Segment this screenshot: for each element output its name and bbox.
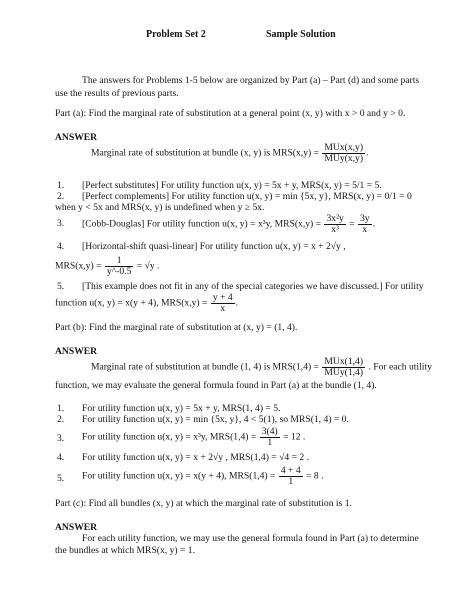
part-b-line-1 <box>91 357 432 378</box>
part-a-item-4-text: [Horizontal-shift quasi-linear] For utility function u(x, y) = x + 2√y , <box>82 241 346 252</box>
part-b-item-5-fraction <box>279 466 303 487</box>
part-a-item-5-continuation: function u(x, y) = x(y + 4), MRS(x,y) = $\frac{y + 4}{x}$ . <box>55 292 239 314</box>
part-b-item-3-label: For utility function u(x, y) = x³y, MRS(1,4) = <box>82 431 257 443</box>
part-a-item-4-number: 4. <box>57 241 65 252</box>
part-b-item-5-text <box>82 466 323 487</box>
fraction-denominator: MUy(1,4) <box>324 367 364 378</box>
part-b-item-4-text: For utility function u(x, y) = x + 2√y , MRS(1,4) = √4 = 2 . <box>82 452 309 463</box>
fraction-denominator: x³ <box>331 224 339 235</box>
fraction-denominator: x <box>220 303 226 314</box>
part-a-item-3-text: [Cobb-Douglas] For utility function u(x, y) = x³y, MRS(x,y) = $\frac{\text{3x²y}}{\text{x³}}$ = $\frac{3y}{x}$ . <box>82 213 375 235</box>
item-3-fraction-1 <box>324 214 345 235</box>
part-b-item-5-label: For utility function u(x, y) = x(y + 4), MRS(1,4) = <box>82 470 276 482</box>
part-b-mrs-label: Marginal rate of substitution at bundle (1, 4) is MRS(1,4) = <box>91 361 319 373</box>
part-c-line-1: For each utility function, we may use the general formula found in Part (a) to determine <box>82 533 419 544</box>
part-a-item-4-continuation <box>55 256 159 277</box>
document-subtitle: Sample Solution <box>266 29 336 40</box>
item-5-label: function u(x, y) = x(y + 4), MRS(x,y) = <box>55 297 208 309</box>
mrs-numerator: MUx(x,y) <box>324 142 364 153</box>
intro-line-2: use the results of previous parts. <box>55 88 179 99</box>
document-title: Problem Set 2 <box>146 29 206 40</box>
part-a-answer-heading: ANSWER <box>55 132 98 143</box>
part-b-question: Part (b): Find the marginal rate of substitution at (x, y) = (1, 4). <box>55 322 298 333</box>
fraction-numerator: MUx(1,4) <box>324 356 364 367</box>
item-4-result: = √y . <box>136 260 160 272</box>
part-b-item-3-text <box>82 427 305 448</box>
part-b-item-4-number: 4. <box>57 452 65 463</box>
fraction-numerator: y + 4 <box>212 292 233 303</box>
part-b-mrs-fraction <box>322 357 365 378</box>
part-c-answer-heading: ANSWER <box>55 522 98 533</box>
part-b-item-5-number: 5. <box>57 473 65 484</box>
fraction-denominator: 1 <box>288 476 294 487</box>
fraction-numerator: 3(4) <box>261 426 278 437</box>
part-b-item-5-result: = 8 . <box>306 470 324 482</box>
part-b-line-1-suffix: . For each utility <box>368 361 432 373</box>
part-b-answer-heading: ANSWER <box>55 346 98 357</box>
mrs-definition-text: Marginal rate of substitution at bundle (x, y) is MRS(x,y) = <box>91 147 319 159</box>
part-b-item-3-result: = 12 . <box>283 431 306 443</box>
part-a-item-2-continuation: when y < 5x and MRS(x, y) is undefined when y ≥ 5x. <box>55 202 265 213</box>
part-b-item-1-number: 1. <box>57 403 65 414</box>
part-a-item-2-number: 2. <box>57 191 65 202</box>
part-a-item-5-number: 5. <box>57 281 65 292</box>
item-4-fraction <box>105 256 134 277</box>
fraction-numerator: 4 + 4 <box>280 465 301 476</box>
part-b-item-3-number: 3. <box>57 433 65 444</box>
part-a-item-2-text: [Perfect complements] For utility function u(x, y) = min {5x, y}, MRS(x, y) = 0/1 = 0 <box>82 191 412 202</box>
mrs-denominator: MUy(x,y) <box>324 153 364 164</box>
fraction-numerator: 3y <box>359 213 370 224</box>
item-5-fraction <box>211 293 235 314</box>
fraction-denominator: 1 <box>267 437 273 448</box>
part-b-line-2: function, we may evaluate the general formula found in Part (a) at the bundle (1, 4). <box>55 380 377 391</box>
part-a-item-5-text: [This example does not fit in any of the special categories we have discussed.] For utility <box>82 281 424 292</box>
fraction-numerator: 3x²y <box>326 213 344 224</box>
part-a-item-1-number: 1. <box>57 180 65 191</box>
fraction-denominator: x <box>362 224 368 235</box>
part-c-question: Part (c): Find all bundles (x, y) at which the marginal rate of substitution is 1. <box>55 498 352 509</box>
part-b-item-2-text: For utility function u(x, y) = min {5x, y}, 4 < 5(1), so MRS(1, 4) = 0. <box>82 414 349 425</box>
part-a-mrs-definition: Marginal rate of substitution at bundle (x, y) is MRS(x,y) = $\frac{\text{MUx(x,y)}}{\text{MUy(x,y)}}$ . <box>91 142 369 164</box>
intro-line-1: The answers for Problems 1-5 below are organized by Part (a) – Part (d) and some parts <box>82 75 420 86</box>
equals-sign: = <box>349 218 355 230</box>
part-a-item-1-text: [Perfect substitutes] For utility function u(x, y) = 5x + y, MRS(x, y) = 5/1 = 5. <box>82 180 382 191</box>
part-c-line-2: the bundles at which MRS(x, y) = 1. <box>55 545 195 556</box>
mrs-fraction <box>322 143 365 164</box>
fraction-numerator: 1 <box>105 256 134 267</box>
item-4-mrs-label: MRS(x,y) = <box>55 260 102 272</box>
part-a-question: Part (a): Find the marginal rate of substitution at a general point (x, y) with x > 0 and y > 0. <box>55 108 406 119</box>
part-a-item-3-number: 3. <box>57 218 65 229</box>
part-b-item-2-number: 2. <box>57 414 65 425</box>
part-b-item-1-text: For utility function u(x, y) = 5x + y, MRS(1, 4) = 5. <box>82 403 281 414</box>
item-3-label: [Cobb-Douglas] For utility function u(x, y) = x³y, MRS(x,y) = <box>82 218 322 230</box>
item-3-fraction-2 <box>358 214 372 235</box>
part-b-item-3-fraction <box>260 427 280 448</box>
fraction-denominator: y^-0.5 <box>106 266 132 277</box>
